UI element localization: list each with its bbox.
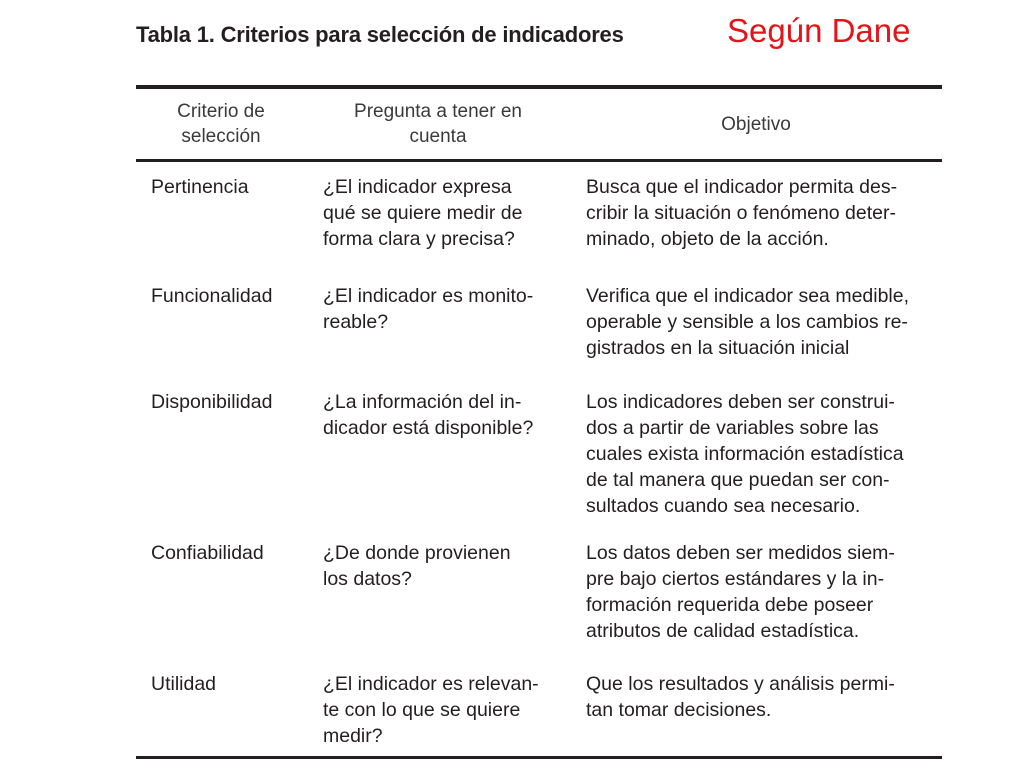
source-note: Según Dane [727, 12, 911, 49]
objetivo-cell: Verifica que el indicador sea medible, operable y sensible a los cambios re- gistrados en la situación inicial [586, 285, 910, 359]
header-criterio [136, 89, 306, 159]
table-header-rule [136, 159, 942, 162]
pregunta-cell: ¿El indicador es monito- reable? [323, 285, 534, 333]
criterio-cell: Utilidad [151, 673, 217, 695]
criterio-cell: Funcionalidad [151, 285, 273, 307]
pregunta-cell: ¿El indicador expresa qué se quiere medir de forma clara y precisa? [323, 176, 523, 250]
header-criterio-label: Criterio de selección [177, 101, 265, 147]
pregunta-cell: ¿La información del in- dicador está disponible? [323, 391, 534, 439]
objetivo-cell: Los indicadores deben ser construi- dos a partir de variables sobre las cuales exista información estadística de tal manera que puedan ser con- sultados cuando sea necesario. [586, 391, 904, 517]
objetivo-cell: Que los resultados y análisis permi- tan tomar decisiones. [586, 673, 895, 721]
criterio-cell: Disponibilidad [151, 391, 273, 413]
pregunta-cell: ¿De donde provienen los datos? [323, 542, 511, 590]
header-objetivo-label: Objetivo [721, 113, 791, 135]
header-pregunta-label: Pregunta a tener en cuenta [354, 101, 522, 147]
objetivo-cell: Los datos deben ser medidos siem- pre bajo ciertos estándares y la in- formación requerida debe poseer atributos de calidad estadística. [586, 542, 895, 642]
pregunta-cell: ¿El indicador es relevan- te con lo que se quiere medir? [323, 673, 539, 747]
header-objetivo [570, 89, 942, 159]
header-pregunta [306, 89, 570, 159]
table-bottom-rule [136, 756, 942, 759]
table-title: Tabla 1. Criterios para selección de indicadores [136, 22, 624, 47]
criterio-cell: Confiabilidad [151, 542, 264, 564]
criterio-cell: Pertinencia [151, 176, 249, 198]
objetivo-cell: Busca que el indicador permita des- cribir la situación o fenómeno deter- minado, objeto de la acción. [586, 176, 898, 250]
